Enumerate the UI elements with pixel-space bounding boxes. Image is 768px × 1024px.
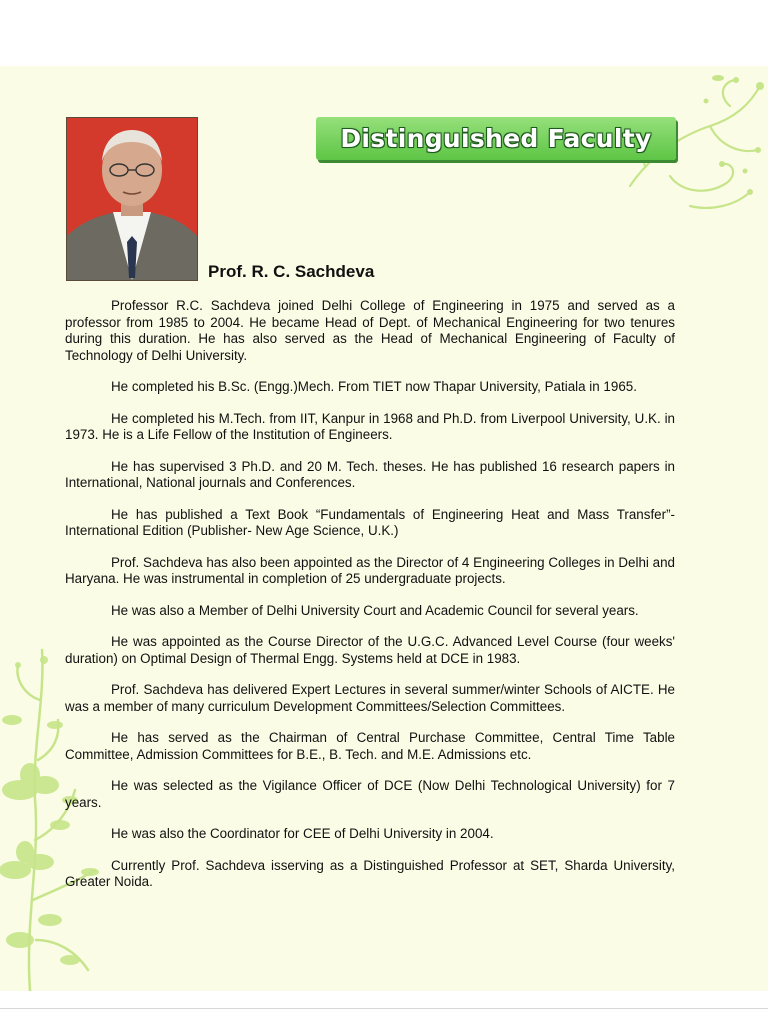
bio-paragraph: He was appointed as the Course Director of the U.G.C. Advanced Level Course (four weeks' duration) on Optimal Design of Thermal Engg. Systems held at DCE in 1983. xyxy=(65,634,675,666)
bio-paragraph: Prof. Sachdeva has delivered Expert Lectures in several summer/winter Schools of AICTE. He was a member of many curriculum Development Committees/Selection Committees. xyxy=(65,682,675,714)
page-bottom-edge xyxy=(0,1008,768,1009)
bio-paragraph: He was also a Member of Delhi University Court and Academic Council for several years. xyxy=(111,602,639,618)
portrait-illustration xyxy=(67,118,197,280)
bio-paragraph: Currently Prof. Sachdeva isserving as a Distinguished Professor at SET, Sharda University, Greater Noida. xyxy=(65,857,675,889)
title-banner xyxy=(316,117,676,160)
banner-title: Distinguished Faculty xyxy=(340,124,652,153)
bio-paragraph: Professor R.C. Sachdeva joined Delhi College of Engineering in 1975 and served as a professor from 1985 to 2004. He became Head of Dept. of Mechanical Engineering for two tenures during this duration. He has also served as the Head of Mechanical Engineering of Faculty of Technology of Delhi University. xyxy=(65,298,675,363)
faculty-name: Prof. R. C. Sachdeva xyxy=(208,262,375,281)
bio-paragraph: He was selected as the Vigilance Officer of DCE (Now Delhi Technological University) for 7 years. xyxy=(65,778,675,810)
biography xyxy=(65,298,675,906)
bio-paragraph: He has published a Text Book “Fundamentals of Engineering Heat and Mass Transfer”- International Edition (Publisher- New Age Science, U.K.) xyxy=(65,506,675,538)
bio-paragraph: He has supervised 3 Ph.D. and 20 M. Tech. theses. He has published 16 research papers in International, National journals and Conferences. xyxy=(65,458,675,490)
bio-paragraph: He has served as the Chairman of Central Purchase Committee, Central Time Table Committee, Admission Committees for B.E., B. Tech. and M.E. Admissions etc. xyxy=(65,730,675,762)
profile-photo xyxy=(66,117,198,281)
bio-paragraph: Prof. Sachdeva has also been appointed as the Director of 4 Engineering Colleges in Delhi and Haryana. He was instrumental in completion of 25 undergraduate projects. xyxy=(65,554,675,586)
bio-paragraph: He was also the Coordinator for CEE of Delhi University in 2004. xyxy=(111,826,494,841)
bio-paragraph: He completed his M.Tech. from IIT, Kanpur in 1968 and Ph.D. from Liverpool University, U.K. in 1973. He is a Life Fellow of the Institution of Engineers. xyxy=(65,410,675,442)
bio-paragraph: He completed his B.Sc. (Engg.)Mech. From TIET now Thapar University, Patiala in 1965. xyxy=(111,379,637,394)
